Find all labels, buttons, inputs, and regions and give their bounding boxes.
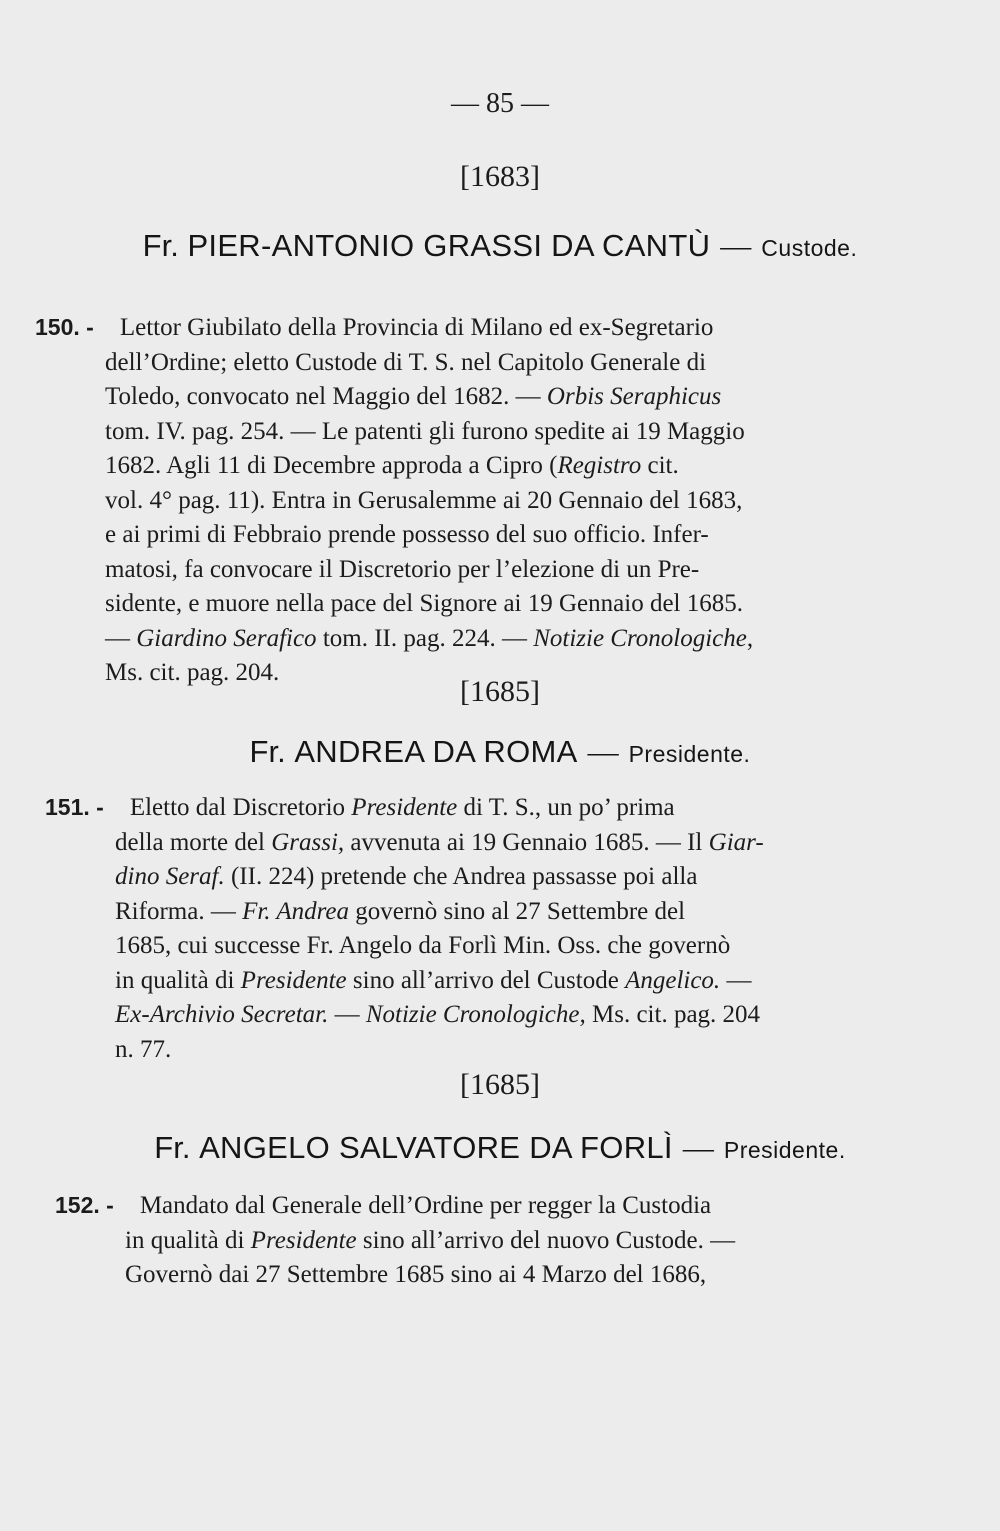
entry-line: [35, 553, 840, 588]
entry-number: 152. -: [55, 1192, 114, 1218]
section-heading: [0, 1130, 1000, 1166]
entry-line: [45, 860, 857, 895]
entry-text: avvenuta ai 19 Gennaio 1685. — Il: [344, 828, 709, 856]
entry-line: [55, 1224, 860, 1259]
entry-italic-text: Registro: [557, 452, 642, 479]
entry-150: [35, 310, 840, 691]
entry-line: [35, 518, 840, 553]
entry-text: governò sino al 27 Settembre del: [349, 897, 686, 925]
entry-line: [45, 895, 857, 930]
entry-line: [45, 929, 857, 964]
heading-name: ANGELO SALVATORE DA FORLÌ: [199, 1130, 673, 1165]
entry-italic-text: Presidente: [250, 1226, 357, 1254]
year-heading: [1685]: [460, 1068, 540, 1101]
entry-text: Toledo, convocato nel Maggio del 1682. —: [105, 383, 547, 410]
entry-italic-text: dino Seraf.: [115, 863, 225, 890]
entry-line: [35, 310, 840, 346]
entry-line: [45, 998, 857, 1033]
entry-italic-text: Notizie Cronologiche,: [365, 1001, 586, 1028]
entry-italic-text: Giar-: [708, 828, 764, 856]
heading-dash: —: [587, 734, 619, 769]
entry-text: tom. II. pag. 224. —: [316, 624, 534, 652]
section-heading: [0, 228, 1000, 264]
page-number: — 85 —: [451, 88, 549, 119]
entry-text: n. 77.: [115, 1035, 172, 1063]
entry-text: —: [105, 624, 137, 652]
entry-line: [35, 484, 840, 519]
heading-role: Presidente.: [723, 1137, 846, 1163]
entry-line: [45, 826, 857, 861]
entry-italic-text: Ex-Archivio Secretar.: [115, 1001, 329, 1028]
entry-text: ,: [746, 624, 754, 652]
entry-text: Mandato dal Generale dell’Ordine per regger la Custodia: [139, 1192, 712, 1219]
entry-text: sino all’arrivo del Custode: [346, 966, 626, 994]
entry-italic-text: Orbis Seraphicus: [546, 383, 722, 410]
entry-text: 1685, cui successe Fr. Angelo da Forlì Min. Oss. che governò: [115, 932, 731, 959]
entry-line: [35, 587, 840, 622]
entry-text: Eletto dal Discretorio: [129, 794, 352, 821]
entry-italic-text: Presidente: [351, 794, 458, 821]
entry-number: 151. -: [45, 794, 104, 820]
heading-prefix: Fr.: [154, 1130, 191, 1165]
entry-text: sino all’arrivo del nuovo Custode. —: [356, 1226, 736, 1254]
entry-text: della morte del: [115, 828, 272, 856]
entry-text: Ms. cit. pag. 204: [585, 1001, 761, 1028]
entry-line: [45, 790, 857, 826]
year-heading: [1683]: [460, 160, 540, 193]
entry-italic-text: Presidente: [240, 966, 347, 994]
entry-text: dell’Ordine; eletto Custode di T. S. nel Capitolo Generale di: [105, 348, 707, 376]
entry-italic-text: Giardino Serafico: [136, 624, 317, 652]
heading-dash: —: [682, 1130, 714, 1165]
entry-text: e ai primi di Febbraio prende possesso del suo officio. Infer-: [105, 521, 709, 548]
entry-text: tom. IV. pag. 254. — Le patenti gli furono spedite ai 19 Maggio: [105, 417, 745, 445]
entry-text: Riforma. —: [115, 897, 243, 925]
entry-text: matosi, fa convocare il Discretorio per l’elezione di un Pre-: [105, 555, 700, 583]
entry-text: —: [328, 1001, 366, 1028]
entry-line: [45, 1033, 857, 1068]
year-heading: [1685]: [460, 675, 540, 708]
entry-text: Governò dai 27 Settembre 1685 sino ai 4 Marzo del 1686,: [125, 1261, 707, 1288]
entry-text: cit.: [641, 452, 679, 479]
entry-line: [35, 380, 840, 415]
entry-italic-text: Fr. Andrea: [242, 897, 350, 925]
heading-prefix: Fr.: [249, 734, 286, 769]
heading-dash: —: [720, 228, 752, 263]
section-heading: [0, 734, 1000, 770]
entry-152: [55, 1188, 860, 1293]
entry-text: Lettor Giubilato della Provincia di Milano ed ex-Segretario: [119, 314, 714, 341]
entry-line: [35, 449, 840, 484]
entry-line: [55, 1188, 860, 1224]
entry-line: [45, 964, 857, 999]
heading-name: PIER-ANTONIO GRASSI DA CANTÙ: [187, 228, 711, 263]
entry-line: [35, 415, 840, 450]
entry-text: di T. S., un po’ prima: [457, 794, 675, 821]
entry-text: sidente, e muore nella pace del Signore ai 19 Gennaio del 1685.: [105, 590, 743, 617]
entry-line: [55, 1258, 860, 1293]
entry-line: [35, 622, 840, 657]
entry-text: Ms. cit. pag. 204.: [105, 659, 280, 686]
heading-prefix: Fr.: [142, 228, 179, 263]
entry-text: (II. 224) pretende che Andrea passasse poi alla: [224, 863, 698, 890]
heading-name: ANDREA DA ROMA: [294, 734, 578, 769]
entry-number: 150. -: [35, 314, 94, 340]
entry-text: in qualità di: [115, 966, 241, 994]
entry-text: 1682. Agli 11 di Decembre approda a Cipro (: [105, 452, 558, 479]
entry-text: —: [720, 966, 752, 994]
entry-151: [45, 790, 857, 1067]
entry-text: in qualità di: [125, 1226, 251, 1254]
entry-italic-text: Grassi,: [271, 828, 345, 856]
entry-italic-text: Angelico.: [625, 966, 721, 994]
entry-line: [35, 346, 840, 381]
heading-role: Custode.: [761, 235, 858, 261]
entry-italic-text: Notizie Cronologiche: [533, 624, 747, 652]
heading-role: Presidente.: [628, 741, 751, 767]
entry-text: vol. 4° pag. 11). Entra in Gerusalemme ai 20 Gennaio del 1683,: [105, 486, 743, 514]
